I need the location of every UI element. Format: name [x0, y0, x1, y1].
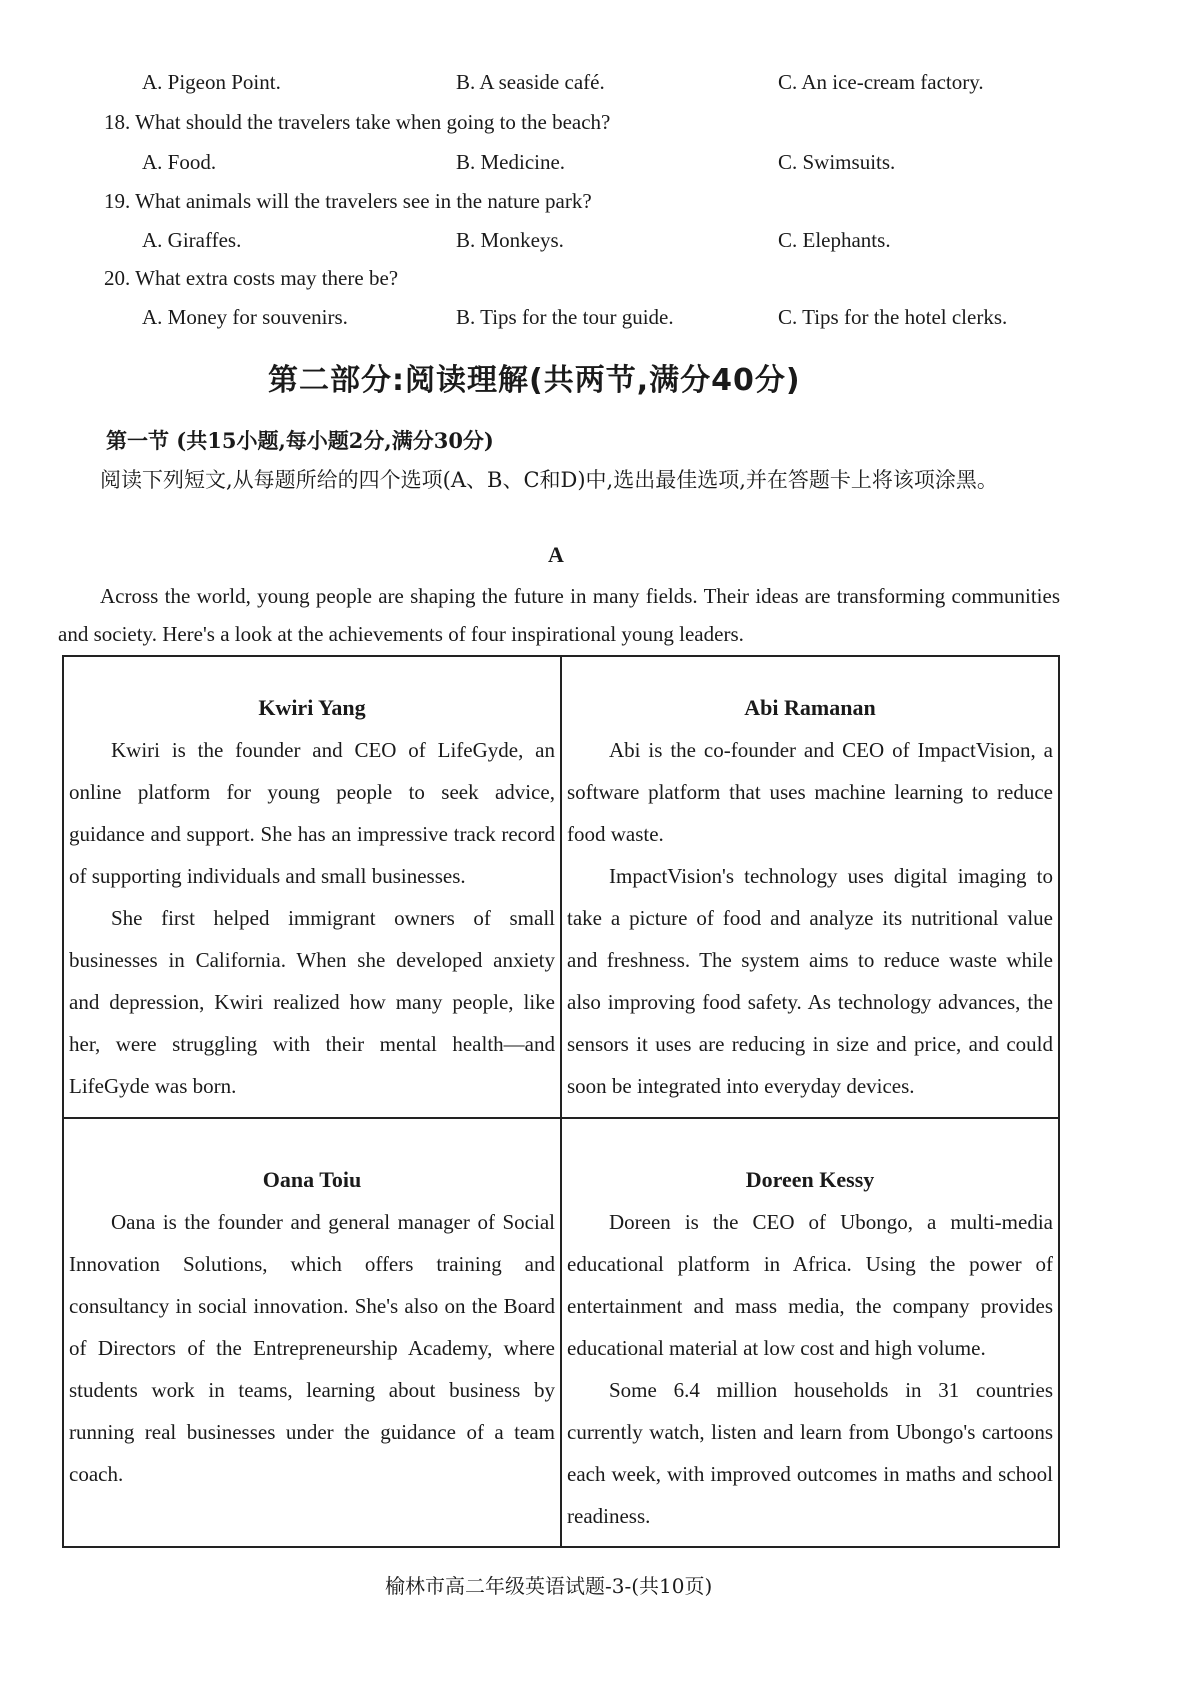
section-title: 第一节 (共15小题,每小题2分,满分30分) [106, 428, 494, 453]
leader-name: Kwiri Yang [258, 695, 366, 720]
question-18: 18. What should the travelers take when going to the beach? [104, 110, 611, 134]
leader-paragraph: Abi is the co-founder and CEO of ImpactVision, a software platform that uses machine learning to reduce food waste. [567, 738, 1053, 846]
q19-option-a: A. Giraffes. [142, 228, 242, 252]
leader-paragraph: Doreen is the CEO of Ubongo, a multi-media educational platform in Africa. Using the power of entertainment and mass media, the company provides educational material at low cost and high volume. [567, 1209, 1053, 1360]
leader-cell [561, 1118, 1059, 1547]
leader-paragraph: Kwiri is the founder and CEO of LifeGyde, an online platform for young people to seek advice, guidance and support. She has an impressive track record of supporting individuals and small businesses. [69, 738, 555, 888]
part-title: 第二部分:阅读理解(共两节,满分40分) [268, 363, 801, 398]
passage-intro: Across the world, young people are shaping the future in many fields. Their ideas are transforming communities and society. Here's a look at the achievements of four inspirational young leaders. [58, 584, 1060, 646]
leaders-table [62, 655, 1060, 1548]
q18-option-a: A. Food. [142, 150, 217, 174]
page-footer: 榆林市高二年级英语试题-3-(共10页) [385, 1574, 713, 1598]
leader-name: Abi Ramanan [744, 695, 876, 720]
leader-paragraph: Some 6.4 million households in 31 countries currently watch, listen and learn from Ubongo's cartoons each week, with improved outcomes in maths and school readiness. [567, 1377, 1053, 1528]
q20-option-a: A. Money for souvenirs. [142, 305, 348, 329]
leader-name: Doreen Kessy [745, 1166, 875, 1192]
q20-option-c: C. Tips for the hotel clerks. [778, 305, 1008, 329]
q19-option-b: B. Monkeys. [456, 228, 564, 252]
leader-paragraph: ImpactVision's technology uses digital imaging to take a picture of food and analyze its nutritional value and freshness. The system aims to reduce waste while also improving food safety. As technology advances, the sensors it uses are reducing in size and price, and could soon be integrated into everyday devices. [567, 864, 1053, 1098]
q17-option-a: A. Pigeon Point. [142, 70, 281, 94]
leader-paragraph: Oana is the founder and general manager of Social Innovation Solutions, which offers training and consultancy in social innovation. She's also on the Board of Directors of the Entrepreneurship Academy, where students work in teams, learning about business by running real businesses under the guidance of a team coach. [69, 1209, 555, 1486]
passage-label: A [548, 542, 564, 567]
q18-option-b: B. Medicine. [456, 150, 566, 174]
leader-cell [63, 656, 561, 1118]
q19-option-c: C. Elephants. [778, 228, 891, 252]
question-19: 19. What animals will the travelers see in the nature park? [104, 189, 592, 213]
leader-name: Oana Toiu [262, 1166, 362, 1192]
q17-option-c: C. An ice-cream factory. [778, 70, 984, 94]
instructions: 阅读下列短文,从每题所给的四个选项(A、B、C和D)中,选出最佳选项,并在答题卡上将该项涂黑。 [100, 468, 998, 492]
q17-option-b: B. A seaside café. [456, 70, 605, 94]
q20-option-b: B. Tips for the tour guide. [456, 305, 674, 329]
leader-cell [63, 1118, 561, 1547]
q18-option-c: C. Swimsuits. [778, 150, 896, 174]
leader-cell [561, 656, 1059, 1118]
leader-paragraph: She first helped immigrant owners of small businesses in California. When she developed anxiety and depression, Kwiri realized how many people, like her, were struggling with their mental health—and LifeGyde was born. [69, 906, 555, 1098]
question-20: 20. What extra costs may there be? [104, 266, 399, 290]
